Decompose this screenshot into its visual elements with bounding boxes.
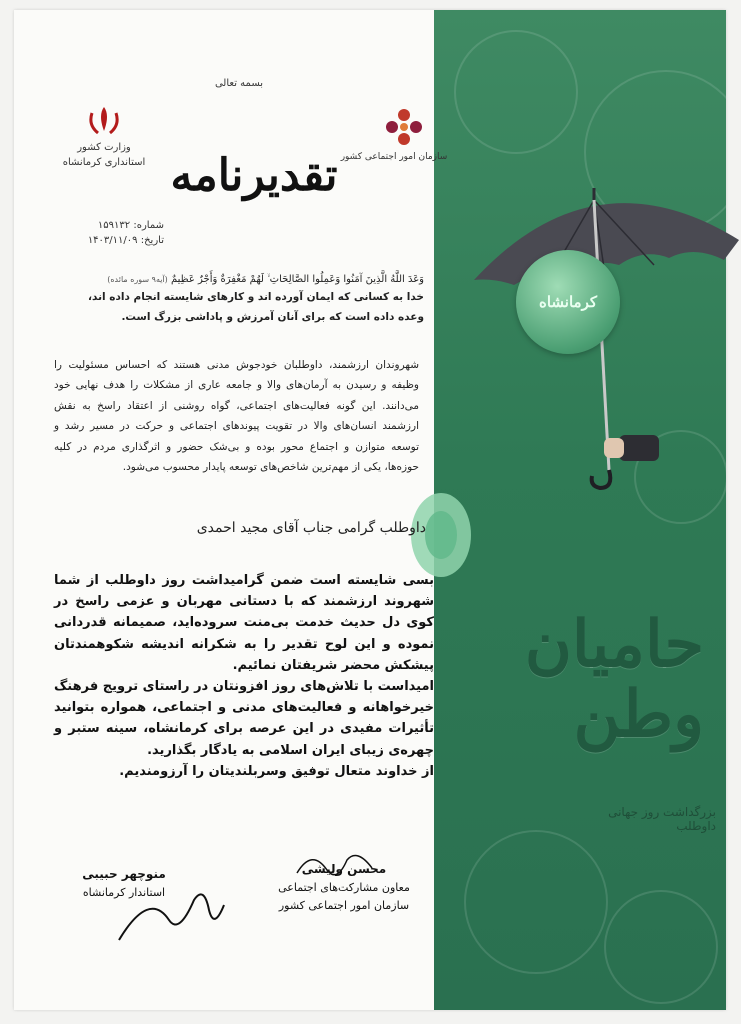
recipient-line: داوطلب گرامی جناب آقای مجید احمدی	[196, 520, 426, 536]
deputy-name: محسن ولیشی	[301, 862, 387, 876]
governor-title: استاندار کرمانشاه	[82, 886, 166, 900]
campaign-subtitle: بزرگداشت روز جهانی داوطلب	[608, 805, 716, 833]
social-affairs-logo-icon	[382, 105, 426, 149]
certificate-body	[54, 570, 434, 782]
body-paragraph-1: بسی شایسته است ضمن گرامیداشت روز داوطلب از شما شهروند ارزشمند که با دستانی مهربان و عزمی راسخ در کوی دل حدیث خدمت بی‌منت سروده‌اید، صمیمانه قدردانی نموده و این لوح تقدیر را به شکرانه اندیشه شکوهمندتان پیشکش محضر شریفتان نمائیم.	[54, 573, 434, 673]
certificate-sheet	[14, 10, 726, 1010]
body-paragraph-3: از خداوند متعال توفیق وسربلندیتان را آرزومندیم.	[119, 763, 434, 779]
badge-text: کرمانشاه	[538, 293, 597, 311]
quran-verse	[74, 273, 424, 286]
body-paragraph-2: امیداست با تلاش‌های روز افزونتان در راستای ترویج فرهنگ خیرخواهانه و فعالیت‌های مدنی و اجتماعی، همواره بتوانید تأثیرات مفیدی در این عرصه برای کرمانشاه، سینه ستبر و چهره‌ی زیبای ایران اسلامی به یادگار بگذارید.	[54, 678, 434, 758]
province-name: استانداری کرمانشاه	[62, 157, 146, 168]
deputy-title-line2: سازمان امور اجتماعی کشور	[278, 898, 410, 912]
campaign-title: حامیان وطن	[524, 607, 704, 753]
governor-name: منوچهر حبیبی	[82, 867, 166, 881]
intro-paragraph: شهروندان ارزشمند، داوطلبان خودجوش مدنی هستند که احساس مسئولیت را وظیفه و رسیدن به آرمان‌های والا و جامعه عاری از مشکلات را هدف نهایی خود می‌دانند. این گونه فعالیت‌های اجتماعی، گواه روشنی از اعتقاد راسخ به نقش ارزشمند انسان‌های والا در تقویت پیوندهای اجتماعی و حرکت در مسیر رشد و توسعه متوازن و اجتماع محور بوده و بی‌شک حضور و اثرگذاری مردم در کلیه حوزه‌ها، یکی از مهم‌ترین شاخص‌های توسعه پایدار محسوب می‌شود.	[54, 359, 419, 474]
number-label: شماره:	[133, 220, 164, 231]
deputy-title-line1: معاون مشارکت‌های اجتماعی	[278, 881, 410, 895]
ministry-block	[54, 140, 154, 170]
verse-reference: (آیه۹ سوره مائده)	[107, 275, 168, 284]
governor-signature-scribble	[109, 880, 229, 950]
verse-arabic: وَعَدَ اللَّهُ الَّذِينَ آمَنُوا وَعَمِلُوا الصَّالِحَاتِ ۙ لَهُمْ مَغْفِرَةٌ وَأَجْرٌ عَظِيمٌ	[170, 274, 424, 285]
organization-name: سازمان امور اجتماعی کشور	[340, 152, 448, 162]
letter-meta	[54, 218, 164, 248]
kermanshah-logo-badge	[516, 250, 620, 354]
date-value: ۱۴۰۳/۱۱/۰۹	[87, 235, 138, 246]
verse-translation: خدا به کسانی که ایمان آورده اند و کارهای شایسته انجام داده اند، وعده داده است که برای آنان آمرزش و پاداشی بزرگ است.	[88, 291, 424, 323]
certificate-title: تقدیرنامه	[170, 150, 338, 201]
date-label: تاریخ:	[140, 235, 164, 246]
bismillah: بسمه تعالی	[214, 78, 264, 89]
number-value: ۱۵۹۱۳۲	[97, 220, 131, 231]
decorative-green-panel	[434, 10, 726, 1010]
iran-emblem-icon	[84, 105, 124, 137]
deputy-signature-scribble	[292, 848, 382, 888]
ministry-name: وزارت کشور	[77, 142, 131, 153]
